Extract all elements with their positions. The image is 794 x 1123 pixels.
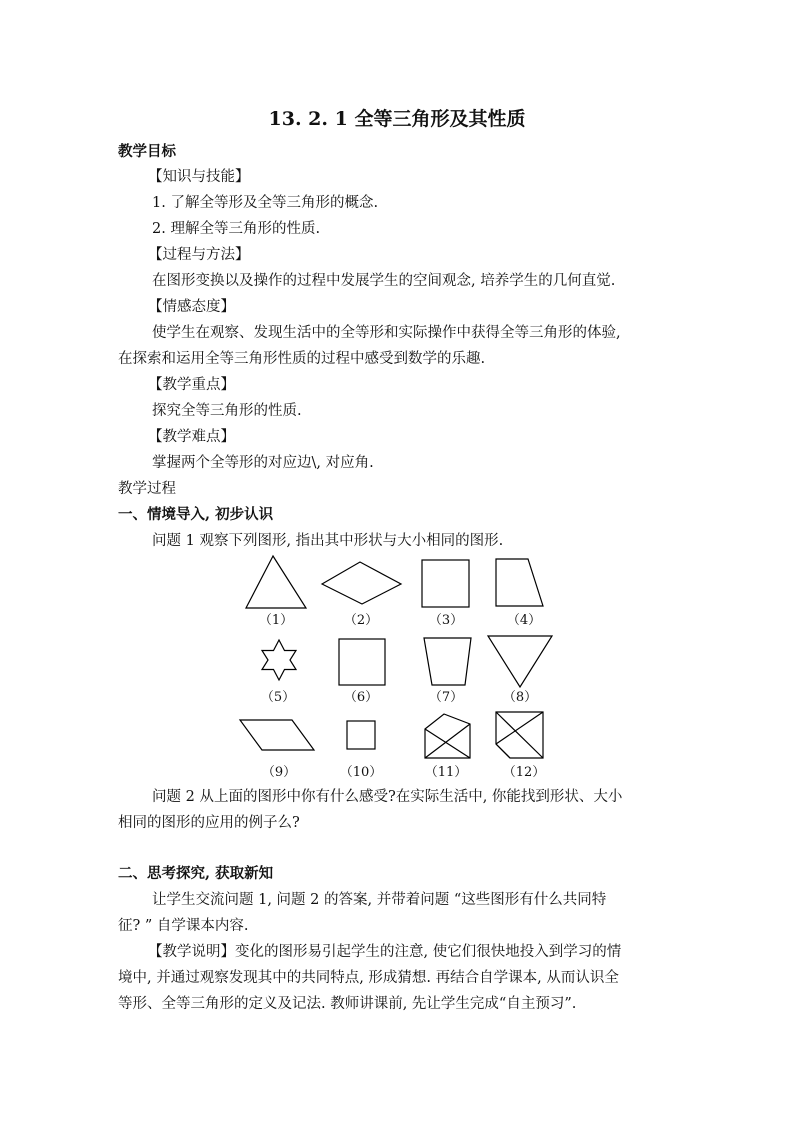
part2-heading: 二、思考探究, 获取新知 xyxy=(118,865,274,882)
page-title: 13. 2. 1 全等三角形及其性质 xyxy=(268,108,526,130)
shape-11-pentagon xyxy=(425,714,470,758)
shape-5-star xyxy=(262,640,296,680)
knowledge-item-2: 2. 理解全等三角形的性质. xyxy=(152,221,321,237)
teaching-note-line-3: 等形、全等三角形的定义及记法. 教师讲课前, 先让学生完成“自主预习”. xyxy=(118,996,577,1012)
part2-text-line-1: 让学生交流问题 1, 问题 2 的答案, 并带着问题 “这些图形有什么共同特 xyxy=(152,892,607,908)
emotion-text-line-2: 在探索和运用全等三角形性质的过程中感受到数学的乐趣. xyxy=(118,351,486,367)
figure-label-1: （1） xyxy=(258,613,294,628)
shape-1-triangle xyxy=(246,556,306,608)
knowledge-item-1: 1. 了解全等形及全等三角形的概念. xyxy=(152,195,379,211)
shape-8-triangle xyxy=(488,636,552,687)
teaching-note-line-1: 【教学说明】变化的图形易引起学生的注意, 使它们很快地投入到学习的情 xyxy=(148,944,622,960)
shape-9-parallelogram xyxy=(240,720,314,750)
emotion-heading: 【情感态度】 xyxy=(148,299,235,315)
figure-label-12: （12） xyxy=(502,765,546,780)
figure-label-9: （9） xyxy=(261,765,297,780)
process-heading: 【过程与方法】 xyxy=(148,247,250,263)
process2-heading: 教学过程 xyxy=(118,481,176,497)
shape-4-trapezoid xyxy=(496,559,543,606)
key-heading: 【教学重点】 xyxy=(148,377,235,393)
figure-label-7: （7） xyxy=(428,690,464,705)
figure-label-6: （6） xyxy=(343,690,379,705)
shape-7-trapezoid xyxy=(424,638,471,685)
figure-label-8: （8） xyxy=(502,690,538,705)
part1-heading: 一、情境导入, 初步认识 xyxy=(118,506,274,523)
figure-label-3: （3） xyxy=(428,613,464,628)
difficulty-heading: 【教学难点】 xyxy=(148,429,235,445)
knowledge-heading: 【知识与技能】 xyxy=(148,169,250,185)
figure-label-10: （10） xyxy=(339,765,383,780)
question-2-line-2: 相同的图形的应用的例子么? xyxy=(118,815,300,831)
shape-2-rhombus xyxy=(322,562,401,604)
shape-3-square xyxy=(422,560,469,607)
objectives-heading: 教学目标 xyxy=(118,143,176,160)
teaching-note-line-2: 境中, 并通过观察发现其中的共同特点, 形成猜想. 再结合自学课本, 从而认识全 xyxy=(118,970,619,986)
figure-label-2: （2） xyxy=(343,613,379,628)
figure-label-4: （4） xyxy=(506,613,542,628)
figure-label-11: （11） xyxy=(424,765,468,780)
part2-text-line-2: 征? ” 自学课本内容. xyxy=(118,918,249,934)
shape-6-square xyxy=(339,639,385,685)
figure-label-5: （5） xyxy=(260,690,296,705)
process-text: 在图形变换以及操作的过程中发展学生的空间观念, 培养学生的几何直觉. xyxy=(152,273,616,289)
question-2-line-1: 问题 2 从上面的图形中你有什么感受?在实际生活中, 你能找到形状、大小 xyxy=(152,789,623,805)
emotion-text-line-1: 使学生在观察、发现生活中的全等形和实际操作中获得全等三角形的体验, xyxy=(152,325,621,341)
question-1: 问题 1 观察下列图形, 指出其中形状与大小相同的图形. xyxy=(152,533,504,549)
shape-10-small-square xyxy=(347,721,375,749)
key-text: 探究全等三角形的性质. xyxy=(152,403,302,419)
difficulty-text: 掌握两个全等形的对应边\, 对应角. xyxy=(152,455,374,471)
